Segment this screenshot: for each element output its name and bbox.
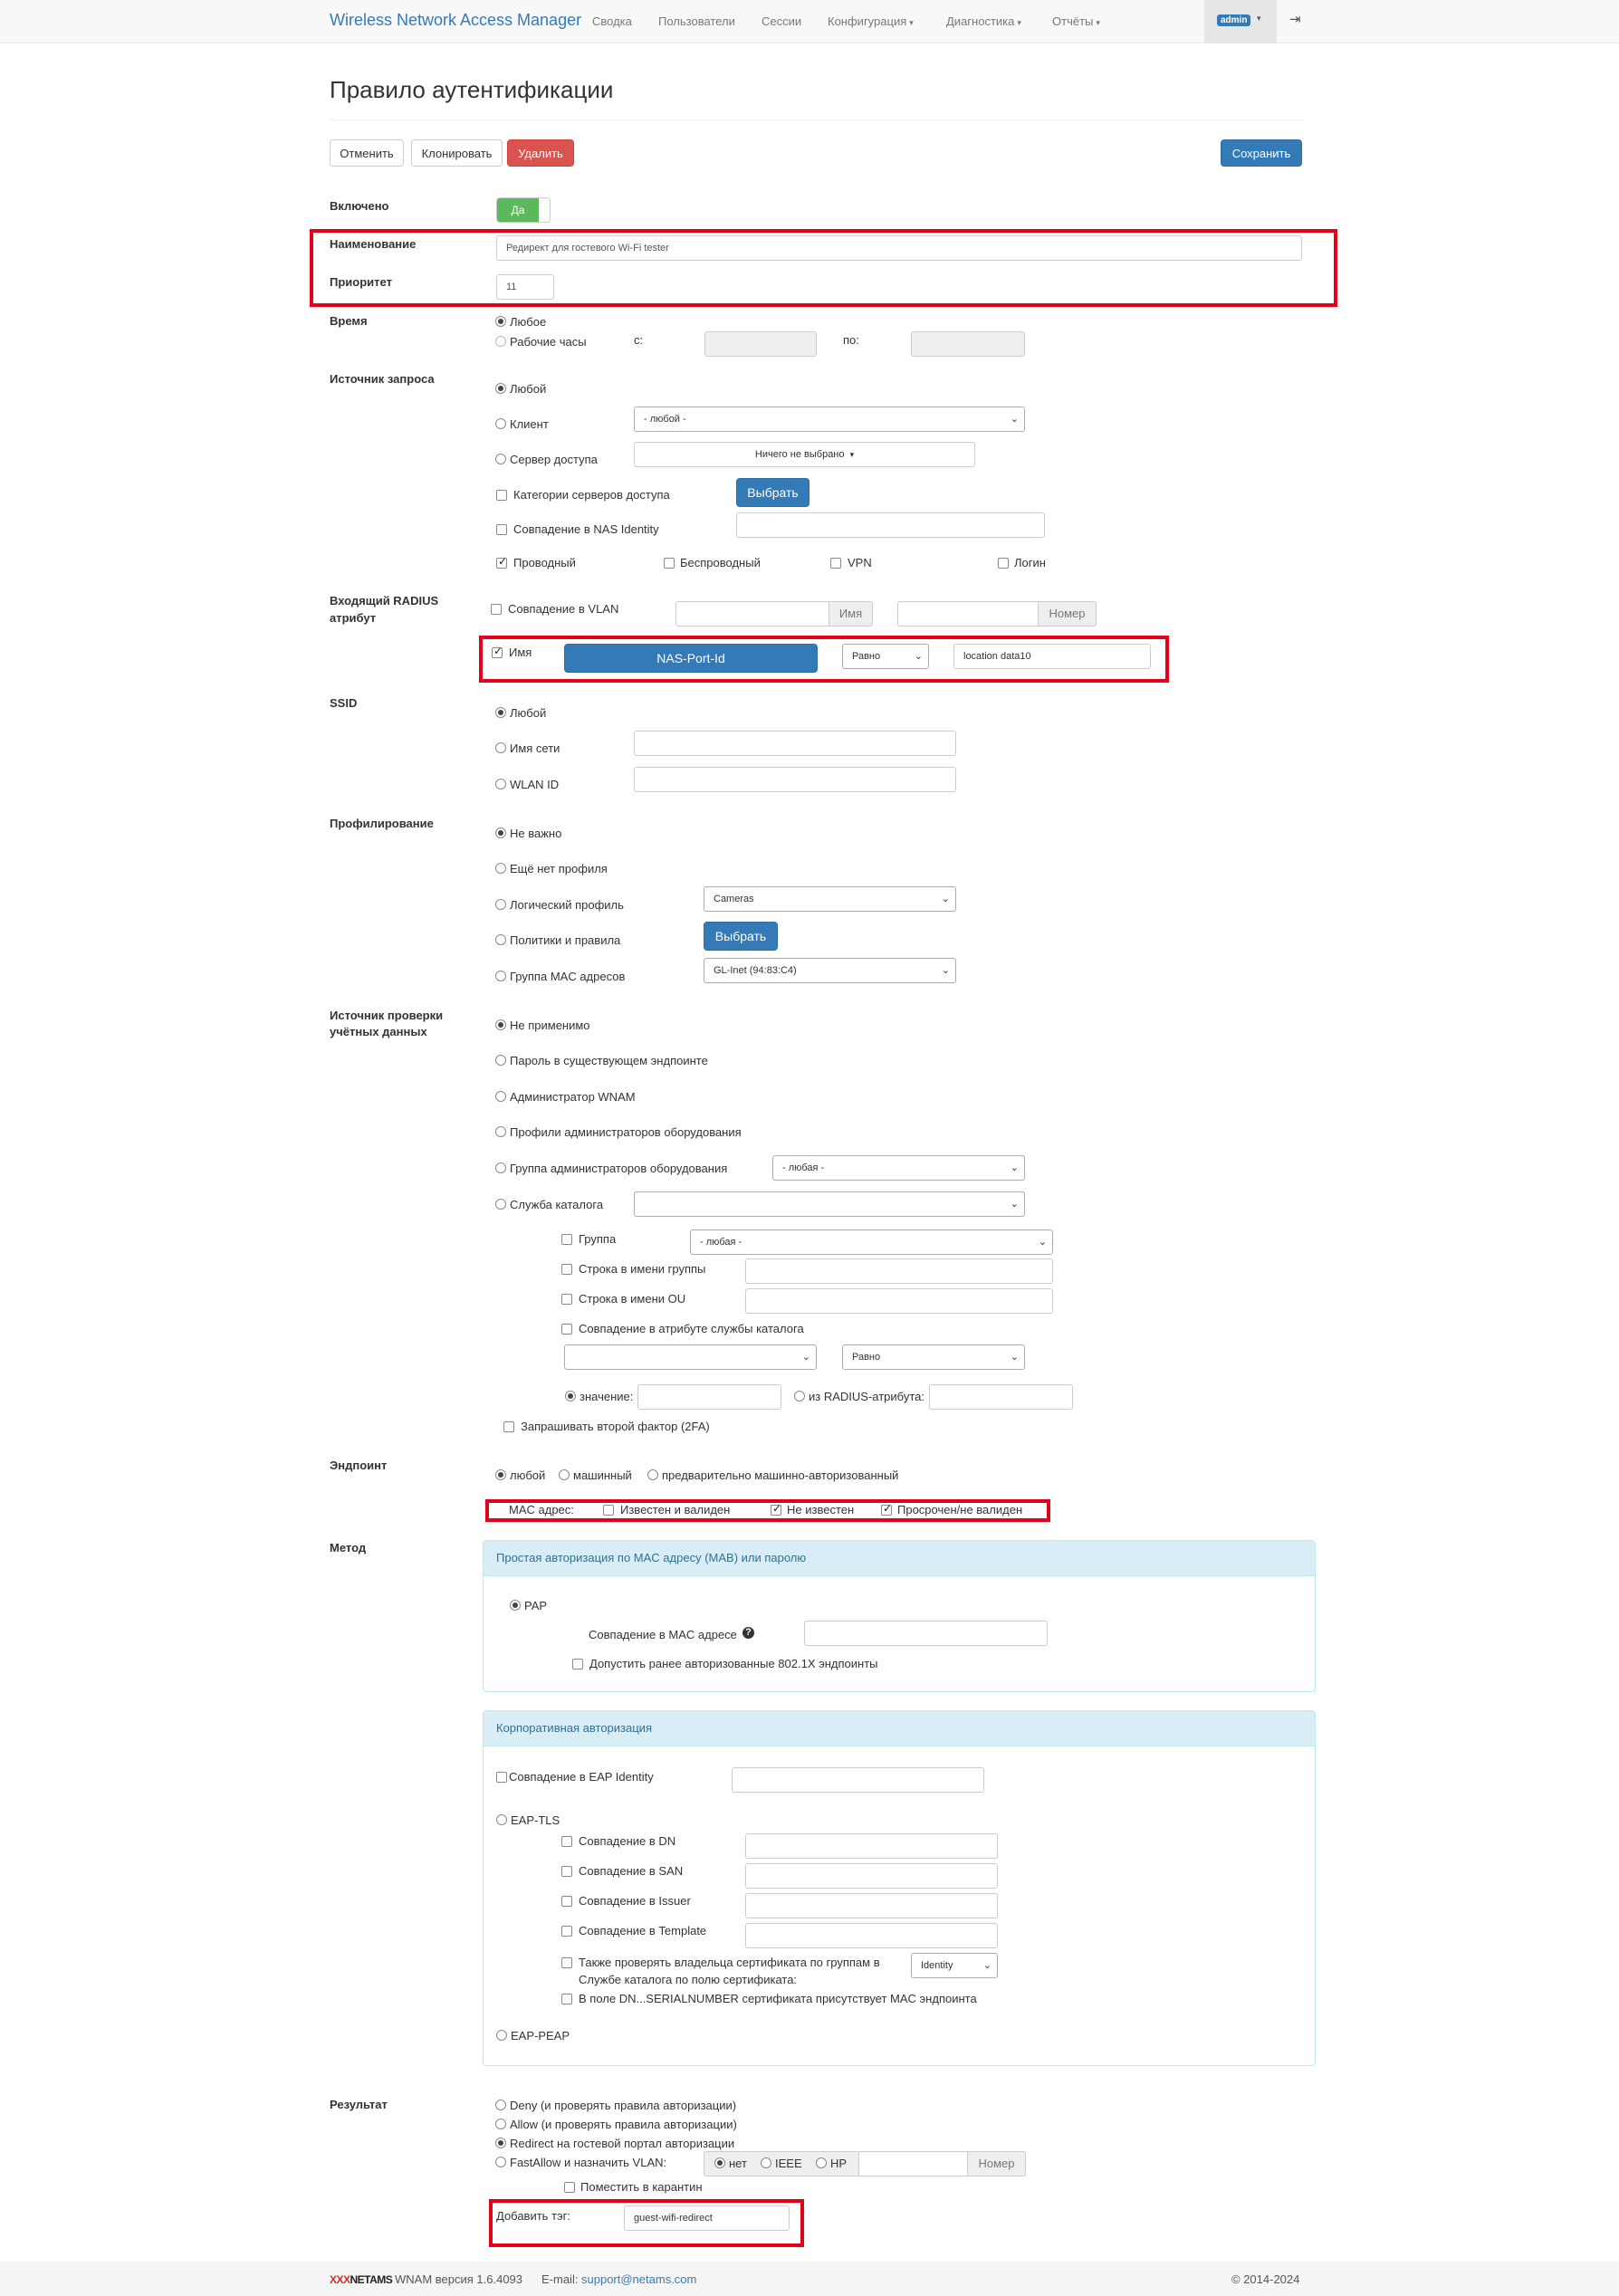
- source-server-categories-label: Категории серверов доступа: [513, 488, 670, 502]
- profiling-not-important-label: Не важно: [510, 827, 562, 840]
- enabled-toggle-on: Да: [497, 198, 539, 222]
- endpoint-any-radio[interactable]: [495, 1469, 506, 1480]
- result-vlan-hp-label: HP: [830, 2157, 848, 2170]
- nav-configuration[interactable]: [828, 14, 914, 28]
- ssid-network-name-input[interactable]: [634, 731, 956, 756]
- ssid-wlan-id-label: WLAN ID: [510, 778, 560, 791]
- endpoint-unknown-checkbox[interactable]: [771, 1505, 781, 1516]
- nav-diagnostics-label: Диагностика: [946, 14, 1015, 28]
- corp-template-input[interactable]: [745, 1923, 998, 1948]
- source-client-label: Клиент: [510, 417, 549, 431]
- corp-panel-title: Корпоративная авторизация: [484, 1711, 1315, 1746]
- profiling-no-profile-radio[interactable]: [495, 863, 506, 874]
- source-label: Источник запроса: [330, 372, 435, 386]
- result-vlan-number-addon: Номер: [967, 2151, 1026, 2176]
- source-access-server-radio[interactable]: [495, 454, 506, 464]
- radius-vlan-number-addon: Номер: [1038, 601, 1097, 627]
- chevron-down-icon: ⌄: [1010, 1199, 1019, 1210]
- corp-owner-label-line1: Также проверять владельца сертификата по группам в: [579, 1956, 880, 1969]
- cred-value-input[interactable]: [637, 1384, 781, 1410]
- priority-label: Приоритет: [330, 275, 392, 289]
- corp-eap-identity-label: Совпадение в EAP Identity: [509, 1770, 654, 1784]
- radius-name-label: Имя: [509, 646, 532, 659]
- time-from-input[interactable]: [704, 331, 817, 357]
- corp-template-label: Совпадение в Template: [579, 1924, 707, 1937]
- source-login-checkbox[interactable]: [998, 558, 1009, 569]
- radius-operator-select[interactable]: [842, 644, 929, 669]
- cred-group-label: Группа: [579, 1232, 617, 1246]
- mab-mac-match-input[interactable]: [804, 1621, 1048, 1646]
- cred-from-radius-radio[interactable]: [794, 1391, 805, 1402]
- ssid-wlan-id-input[interactable]: [634, 767, 956, 792]
- source-wired-checkbox[interactable]: [496, 558, 507, 569]
- cred-group-select[interactable]: [690, 1229, 1053, 1255]
- time-work-hours-label: Рабочие часы: [510, 335, 587, 349]
- source-login-label: Логин: [1014, 556, 1046, 569]
- corp-owner-select[interactable]: [911, 1953, 998, 1978]
- chevron-down-icon: ▾: [909, 18, 914, 27]
- corp-eap-tls-label: EAP-TLS: [511, 1813, 560, 1827]
- clone-button[interactable]: Клонировать: [411, 139, 503, 167]
- corp-issuer-input[interactable]: [745, 1893, 998, 1918]
- result-vlan-ieee-radio[interactable]: [761, 2157, 771, 2168]
- endpoint-label: Эндпоинт: [330, 1459, 388, 1472]
- corp-serial-label: В поле DN...SERIALNUMBER сертификата присутствует MAC эндпоинта: [579, 1992, 977, 2005]
- footer-email-label: E-mail:: [541, 2272, 579, 2286]
- radius-vlan-match-checkbox[interactable]: [491, 604, 502, 615]
- cred-from-radius-input[interactable]: [929, 1384, 1073, 1410]
- endpoint-unknown-label: Не известен: [787, 1503, 855, 1516]
- profiling-label: Профилирование: [330, 817, 434, 830]
- cred-directory-attr-label: Совпадение в атрибуте службы каталога: [579, 1322, 804, 1335]
- ssid-network-name-radio[interactable]: [495, 742, 506, 753]
- chevron-down-icon: ⌄: [941, 894, 950, 904]
- delete-button[interactable]: Удалить: [507, 139, 574, 167]
- cred-wnam-admin-radio[interactable]: [495, 1091, 506, 1102]
- result-redirect-label: Redirect на гостевой портал авторизации: [510, 2137, 735, 2150]
- chevron-down-icon: ⌄: [941, 965, 950, 976]
- logout-icon[interactable]: ⇥: [1289, 12, 1301, 27]
- radius-name-checkbox[interactable]: [492, 647, 503, 658]
- cred-wnam-admin-label: Администратор WNAM: [510, 1090, 636, 1104]
- cred-group-name-checkbox[interactable]: [561, 1264, 572, 1275]
- profiling-mac-group-select[interactable]: [704, 958, 956, 983]
- corp-issuer-checkbox[interactable]: [561, 1896, 572, 1907]
- cred-value-label: значение:: [580, 1390, 634, 1403]
- radius-value-input[interactable]: location data10: [953, 644, 1151, 669]
- result-quarantine-label: Поместить в карантин: [580, 2180, 703, 2194]
- ssid-wlan-id-radio[interactable]: [495, 779, 506, 789]
- footer: [0, 2262, 1619, 2296]
- radius-attribute-button[interactable]: NAS-Port-Id: [564, 644, 818, 673]
- cred-equipment-group-select[interactable]: [772, 1155, 1025, 1181]
- source-nas-identity-label: Совпадение в NAS Identity: [513, 522, 659, 536]
- endpoint-pre-machine-radio[interactable]: [647, 1469, 658, 1480]
- endpoint-expired-checkbox[interactable]: [881, 1505, 892, 1516]
- chevron-down-icon: ▾: [1096, 18, 1100, 27]
- logo-text: NETAMS: [350, 2273, 393, 2286]
- time-label: Время: [330, 314, 368, 328]
- chevron-down-icon: ▾: [1017, 18, 1021, 27]
- enabled-toggle[interactable]: [496, 197, 551, 223]
- source-access-server-label: Сервер доступа: [510, 453, 598, 466]
- cred-not-applicable-label: Не применимо: [510, 1019, 590, 1032]
- source-client-radio[interactable]: [495, 418, 506, 429]
- radius-vlan-number-input[interactable]: [897, 601, 1039, 627]
- cred-from-radius-label: из RADIUS-атрибута:: [809, 1390, 924, 1403]
- result-deny-radio[interactable]: [495, 2100, 506, 2110]
- cred-directory-attr-select[interactable]: [564, 1344, 817, 1370]
- cred-equipment-group-value: - любая -: [782, 1162, 825, 1173]
- cred-not-applicable-radio[interactable]: [495, 1019, 506, 1030]
- result-allow-radio[interactable]: [495, 2119, 506, 2129]
- cred-equipment-group-radio[interactable]: [495, 1162, 506, 1173]
- corp-san-input[interactable]: [745, 1863, 998, 1889]
- result-redirect-radio[interactable]: [495, 2138, 506, 2148]
- mab-allow-8021x-label: Допустить ранее авторизованные 802.1X эндпоинты: [589, 1657, 878, 1670]
- time-to-label: по:: [843, 333, 859, 347]
- mab-pap-label: PAP: [524, 1599, 548, 1612]
- cred-directory-operator-select[interactable]: [842, 1344, 1025, 1370]
- profiling-mac-group-radio[interactable]: [495, 971, 506, 981]
- source-nas-identity-checkbox[interactable]: [496, 524, 507, 535]
- cred-directory-attr-checkbox[interactable]: [561, 1324, 572, 1335]
- result-vlan-number-input[interactable]: [858, 2151, 968, 2176]
- endpoint-machine-radio[interactable]: [559, 1469, 570, 1480]
- help-icon[interactable]: ?: [742, 1627, 754, 1639]
- footer-email-link[interactable]: support@netams.com: [581, 2272, 697, 2286]
- enabled-label: Включено: [330, 199, 389, 213]
- nav-users[interactable]: Пользователи: [658, 14, 735, 28]
- corp-san-label: Совпадение в SAN: [579, 1864, 684, 1878]
- cred-ou-name-input[interactable]: [745, 1288, 1053, 1314]
- cred-endpoint-password-radio[interactable]: [495, 1055, 506, 1066]
- profiling-policies-radio[interactable]: [495, 934, 506, 945]
- profiling-logical-profile-value: Cameras: [714, 894, 754, 904]
- radius-label-line2: атрибут: [330, 611, 377, 625]
- cred-equipment-group-label: Группа администраторов оборудования: [510, 1162, 728, 1175]
- corp-eap-tls-radio[interactable]: [496, 1814, 507, 1825]
- chevron-down-icon: ⌄: [914, 651, 923, 662]
- cred-directory-operator-value: Равно: [852, 1352, 881, 1363]
- cred-directory-service-radio[interactable]: [495, 1199, 506, 1210]
- profiling-logical-profile-label: Логический профиль: [510, 898, 624, 912]
- source-any-label: Любой: [510, 382, 547, 396]
- cred-group-name-input[interactable]: [745, 1258, 1053, 1284]
- cred-group-checkbox[interactable]: [561, 1234, 572, 1245]
- cred-ou-name-checkbox[interactable]: [561, 1294, 572, 1305]
- cred-equipment-profiles-label: Профили администраторов оборудования: [510, 1125, 742, 1139]
- chevron-down-icon: ⌄: [801, 1352, 810, 1363]
- result-fastallow-label: FastAllow и назначить VLAN:: [510, 2156, 667, 2169]
- chevron-down-icon: ⌄: [1038, 1237, 1047, 1248]
- chevron-down-icon: ▾: [1257, 14, 1261, 23]
- endpoint-mac-label: MAC адрес:: [509, 1503, 574, 1516]
- ssid-any-radio[interactable]: [495, 707, 506, 718]
- radius-vlan-name-input[interactable]: [675, 601, 829, 627]
- result-vlan-hp-radio[interactable]: [816, 2157, 827, 2168]
- cred-directory-service-select[interactable]: [634, 1191, 1025, 1217]
- radius-label-line1: Входящий RADIUS: [330, 594, 439, 607]
- cred-second-factor-checkbox[interactable]: [503, 1421, 514, 1432]
- corp-owner-checkbox[interactable]: [561, 1957, 572, 1968]
- chevron-down-icon: ⌄: [1010, 414, 1019, 425]
- source-vpn-label: VPN: [848, 556, 872, 569]
- credentials-label-line1: Источник проверки: [330, 1009, 444, 1022]
- cred-second-factor-label: Запрашивать второй фактор (2FA): [521, 1420, 710, 1433]
- cred-group-name-label: Строка в имени группы: [579, 1262, 706, 1276]
- cred-group-select-value: - любая -: [700, 1237, 742, 1248]
- source-categories-select-button[interactable]: Выбрать: [736, 478, 810, 507]
- corp-owner-select-value: Identity: [921, 1960, 953, 1971]
- user-badge: admin: [1217, 14, 1250, 26]
- time-any-radio[interactable]: [495, 316, 506, 327]
- endpoint-machine-label: машинный: [573, 1468, 632, 1482]
- method-label: Метод: [330, 1541, 367, 1555]
- corp-serial-checkbox[interactable]: [561, 1994, 572, 2004]
- result-deny-label: Deny (и проверять правила авторизации): [510, 2099, 737, 2112]
- result-quarantine-checkbox[interactable]: [564, 2182, 575, 2193]
- profiling-mac-group-label: Группа MAC адресов: [510, 970, 626, 983]
- priority-input[interactable]: 11: [496, 274, 554, 300]
- chevron-down-icon: ⌄: [982, 1960, 992, 1971]
- profiling-not-important-radio[interactable]: [495, 828, 506, 838]
- footer-version: WNAM версия 1.6.4093: [395, 2272, 523, 2286]
- nav-reports-label: Отчёты: [1052, 14, 1094, 28]
- source-access-server-select-value: Ничего не выбрано: [754, 449, 845, 460]
- corp-eap-identity-input[interactable]: [732, 1767, 984, 1793]
- corp-san-checkbox[interactable]: [561, 1866, 572, 1877]
- profiling-no-profile-label: Ещё нет профиля: [510, 862, 608, 875]
- corp-template-checkbox[interactable]: [561, 1926, 572, 1937]
- source-access-server-select[interactable]: [634, 442, 975, 467]
- source-server-categories-checkbox[interactable]: [496, 490, 507, 501]
- brand-link[interactable]: Wireless Network Access Manager: [330, 11, 582, 29]
- result-label: Результат: [330, 2098, 388, 2111]
- cred-equipment-profiles-radio[interactable]: [495, 1126, 506, 1137]
- chevron-down-icon: ⌄: [1010, 1162, 1019, 1173]
- ssid-label: SSID: [330, 696, 358, 710]
- mab-panel-title: Простая авторизация по MAC адресу (MAB) или паролю: [484, 1541, 1315, 1576]
- endpoint-expired-label: Просрочен/не валиден: [897, 1503, 1023, 1516]
- name-input[interactable]: Редирект для гостевого Wi-Fi tester: [496, 235, 1302, 261]
- logo-mark: XXX: [330, 2273, 350, 2286]
- cred-ou-name-label: Строка в имени OU: [579, 1292, 686, 1306]
- nav-reports[interactable]: [1052, 14, 1100, 28]
- corp-eap-identity-checkbox[interactable]: [496, 1772, 507, 1783]
- corp-issuer-label: Совпадение в Issuer: [579, 1894, 691, 1908]
- source-vpn-checkbox[interactable]: [830, 558, 841, 569]
- ssid-network-name-label: Имя сети: [510, 741, 560, 755]
- cancel-button[interactable]: Отменить: [330, 139, 404, 167]
- result-allow-label: Allow (и проверять правила авторизации): [510, 2118, 737, 2131]
- result-vlan-ieee-label: IEEE: [775, 2157, 802, 2170]
- corp-dn-input[interactable]: [745, 1833, 998, 1859]
- credentials-label-line2: учётных данных: [330, 1025, 427, 1038]
- profiling-logical-profile-select[interactable]: [704, 886, 956, 912]
- profiling-policies-label: Политики и правила: [510, 933, 621, 947]
- result-fastallow-radio[interactable]: [495, 2157, 506, 2167]
- endpoint-any-label: любой: [510, 1468, 546, 1482]
- source-nas-identity-input[interactable]: [736, 512, 1045, 538]
- source-client-select[interactable]: [634, 407, 1025, 432]
- cred-directory-service-label: Служба каталога: [510, 1198, 604, 1211]
- radius-operator-value: Равно: [852, 651, 881, 662]
- name-label: Наименование: [330, 237, 417, 251]
- source-wireless-label: Беспроводный: [680, 556, 761, 569]
- time-to-input[interactable]: [911, 331, 1025, 357]
- corp-dn-checkbox[interactable]: [561, 1836, 572, 1847]
- netams-logo: [330, 2273, 392, 2286]
- chevron-down-icon: ⌄: [1010, 1352, 1019, 1363]
- corp-eap-peap-radio[interactable]: [496, 2030, 507, 2041]
- nav-diagnostics[interactable]: [946, 14, 1021, 28]
- time-from-label: с:: [634, 333, 644, 347]
- source-wired-label: Проводный: [513, 556, 576, 569]
- cred-value-radio[interactable]: [565, 1391, 576, 1402]
- nav-configuration-label: Конфигурация: [828, 14, 907, 28]
- chevron-down-icon: ▾: [849, 450, 855, 459]
- source-any-radio[interactable]: [495, 383, 506, 394]
- mab-mac-match-label: Совпадение в MAC адресе: [589, 1628, 737, 1641]
- top-navbar: [0, 0, 1619, 43]
- nav-sessions[interactable]: Сессии: [762, 14, 802, 28]
- save-button[interactable]: Сохранить: [1221, 139, 1302, 167]
- time-any-label: Любое: [510, 315, 547, 329]
- footer-copyright: © 2014-2024: [1231, 2272, 1300, 2286]
- result-vlan-no-radio[interactable]: [714, 2157, 725, 2168]
- endpoint-pre-machine-label: предварительно машинно-авторизованный: [662, 1468, 899, 1482]
- time-work-hours-radio[interactable]: [495, 336, 506, 347]
- radius-vlan-match-label: Совпадение в VLAN: [508, 602, 619, 616]
- mab-allow-8021x-checkbox[interactable]: [572, 1659, 583, 1669]
- profiling-mac-group-value: GL-Inet (94:83:C4): [714, 965, 797, 976]
- endpoint-known-valid-checkbox[interactable]: [603, 1505, 614, 1516]
- source-wireless-checkbox[interactable]: [664, 558, 675, 569]
- source-client-select-value: - любой -: [644, 414, 686, 425]
- radius-vlan-name-addon: Имя: [829, 601, 873, 627]
- endpoint-known-valid-label: Известен и валиден: [620, 1503, 731, 1516]
- corp-dn-label: Совпадение в DN: [579, 1834, 676, 1848]
- corp-owner-label-line2: Службе каталога по полю сертификата:: [579, 1973, 798, 1986]
- profiling-select-button[interactable]: Выбрать: [704, 922, 778, 951]
- corp-eap-peap-label: EAP-PEAP: [511, 2029, 570, 2042]
- user-menu[interactable]: [1204, 0, 1277, 43]
- mab-pap-radio[interactable]: [510, 1600, 521, 1611]
- result-tag-label: Добавить тэг:: [496, 2209, 571, 2223]
- nav-summary[interactable]: Сводка: [592, 14, 632, 28]
- profiling-logical-profile-radio[interactable]: [495, 899, 506, 910]
- page-title: Правило аутентификации: [330, 76, 614, 103]
- result-vlan-no-label: нет: [729, 2157, 747, 2170]
- result-tag-input[interactable]: guest-wifi-redirect: [624, 2205, 790, 2231]
- cred-endpoint-password-label: Пароль в существующем эндпоинте: [510, 1054, 708, 1067]
- ssid-any-label: Любой: [510, 706, 547, 720]
